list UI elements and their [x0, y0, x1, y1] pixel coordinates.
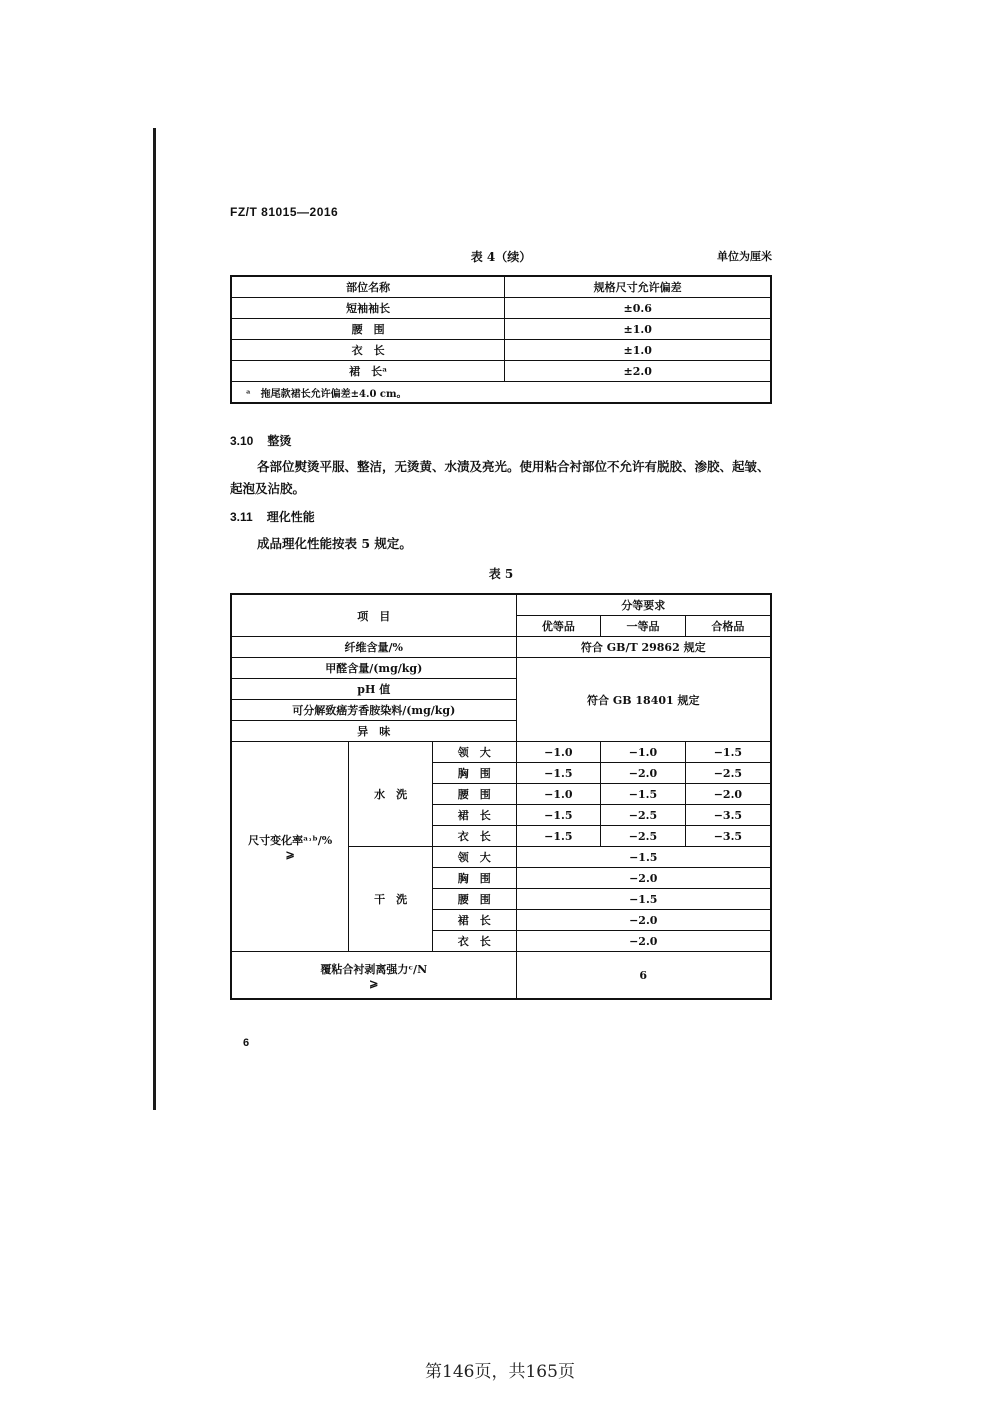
table-cell: ±1.0 — [505, 319, 771, 340]
section-3-10-heading — [230, 432, 291, 449]
value-cell: −2.5 — [601, 805, 686, 826]
table-cell: 衣 长 — [231, 340, 505, 361]
table-row — [231, 637, 771, 658]
table5 — [230, 593, 772, 1000]
fiber-label: 纤维含量/% — [231, 637, 516, 658]
table-row — [231, 298, 771, 319]
value-cell: −1.0 — [516, 742, 601, 763]
table5-caption: 表 5 — [488, 567, 514, 581]
dimension-change-label — [231, 742, 349, 952]
table4 — [230, 275, 772, 404]
value-cell: −2.5 — [685, 763, 771, 784]
grade-qualified: 合格品 — [685, 616, 771, 637]
dimension-change-text: 尺寸变化率ᵃ˒ᵇ/% — [248, 834, 333, 847]
section-title: 整烫 — [267, 434, 292, 448]
value-cell: −2.0 — [601, 763, 686, 784]
peel-strength-label — [231, 952, 516, 1000]
part-cell: 胸 围 — [432, 763, 516, 784]
part-cell: 裙 长 — [432, 805, 516, 826]
table-row — [231, 594, 771, 616]
safety-item: pH 值 — [231, 679, 516, 700]
section-3-10-text: 各部位熨烫平服、整洁，无烫黄、水渍及亮光。使用粘合衬部位不允许有脱胶、渗胶、起皱、起泡及沾胶。 — [230, 459, 770, 496]
value-cell: −1.5 — [516, 889, 771, 910]
grade-excellent: 优等品 — [516, 616, 601, 637]
table-cell: 裙 长ᵃ — [231, 361, 505, 382]
value-cell: −2.0 — [516, 931, 771, 952]
value-cell: −3.5 — [685, 826, 771, 847]
header-cell: 规格尺寸允许偏差 — [505, 276, 771, 298]
section-3-11-heading — [230, 508, 315, 525]
section-3-11-text: 成品理化性能按表 5 规定。 — [257, 536, 412, 551]
value-cell: −1.5 — [601, 784, 686, 805]
table-row — [231, 276, 771, 298]
part-cell: 裙 长 — [432, 910, 516, 931]
table-row — [231, 952, 771, 1000]
part-cell: 衣 长 — [432, 931, 516, 952]
table-cell: ±0.6 — [505, 298, 771, 319]
table-row — [231, 361, 771, 382]
safety-item: 甲醛含量/(mg/kg) — [231, 658, 516, 679]
peel-strength-value: 6 — [516, 952, 771, 1000]
fiber-value: 符合 GB/T 29862 规定 — [516, 637, 771, 658]
safety-item: 异 味 — [231, 721, 516, 742]
grade-first: 一等品 — [601, 616, 686, 637]
page-footer: 第146页，共165页 — [425, 1362, 575, 1382]
table4-caption: 表 4（续） — [470, 250, 532, 264]
value-cell: −2.0 — [516, 910, 771, 931]
part-cell: 衣 长 — [432, 826, 516, 847]
table4-unit: 单位为厘米 — [717, 250, 772, 263]
table-note-row — [231, 382, 771, 404]
value-cell: −1.0 — [516, 784, 601, 805]
value-cell: −1.5 — [685, 742, 771, 763]
dimension-change-symbol: ⩾ — [285, 848, 295, 861]
section-number: 3.10 — [230, 434, 254, 448]
value-cell: −1.5 — [516, 826, 601, 847]
value-cell: −1.5 — [516, 805, 601, 826]
standard-code: FZ/T 81015—2016 — [230, 205, 339, 219]
peel-strength-text: 覆粘合衬剥离强力ᶜ/N — [320, 962, 428, 976]
value-cell: −2.0 — [516, 868, 771, 889]
safety-item: 可分解致癌芳香胺染料/(mg/kg) — [231, 700, 516, 721]
table-row — [231, 658, 771, 679]
wash-label: 水 洗 — [349, 742, 433, 847]
part-cell: 腰 围 — [432, 784, 516, 805]
table-cell: ±2.0 — [505, 361, 771, 382]
table-cell: 短袖袖长 — [231, 298, 505, 319]
value-cell: −3.5 — [685, 805, 771, 826]
value-cell: −1.5 — [516, 763, 601, 784]
header-cell: 部位名称 — [231, 276, 505, 298]
value-cell: −2.0 — [685, 784, 771, 805]
value-cell: −1.5 — [516, 847, 771, 868]
table-row — [231, 340, 771, 361]
part-cell: 领 大 — [432, 742, 516, 763]
header-item: 项 目 — [231, 594, 516, 637]
page-number: 6 — [243, 1037, 250, 1049]
part-cell: 胸 围 — [432, 868, 516, 889]
table-cell: 腰 围 — [231, 319, 505, 340]
table-row — [231, 319, 771, 340]
table-cell: ±1.0 — [505, 340, 771, 361]
section-number: 3.11 — [230, 510, 253, 524]
part-cell: 领 大 — [432, 847, 516, 868]
part-cell: 腰 围 — [432, 889, 516, 910]
safety-value: 符合 GB 18401 规定 — [516, 658, 771, 742]
table4-footnote: ᵃ 拖尾款裙长允许偏差±4.0 cm。 — [231, 382, 771, 404]
dry-label: 干 洗 — [349, 847, 433, 952]
header-grade: 分等要求 — [516, 594, 771, 616]
table-row — [231, 742, 771, 763]
value-cell: −2.5 — [601, 826, 686, 847]
section-title: 理化性能 — [266, 510, 315, 524]
value-cell: −1.0 — [601, 742, 686, 763]
peel-strength-symbol: ⩾ — [369, 976, 379, 990]
scan-edge-line — [153, 128, 156, 1110]
